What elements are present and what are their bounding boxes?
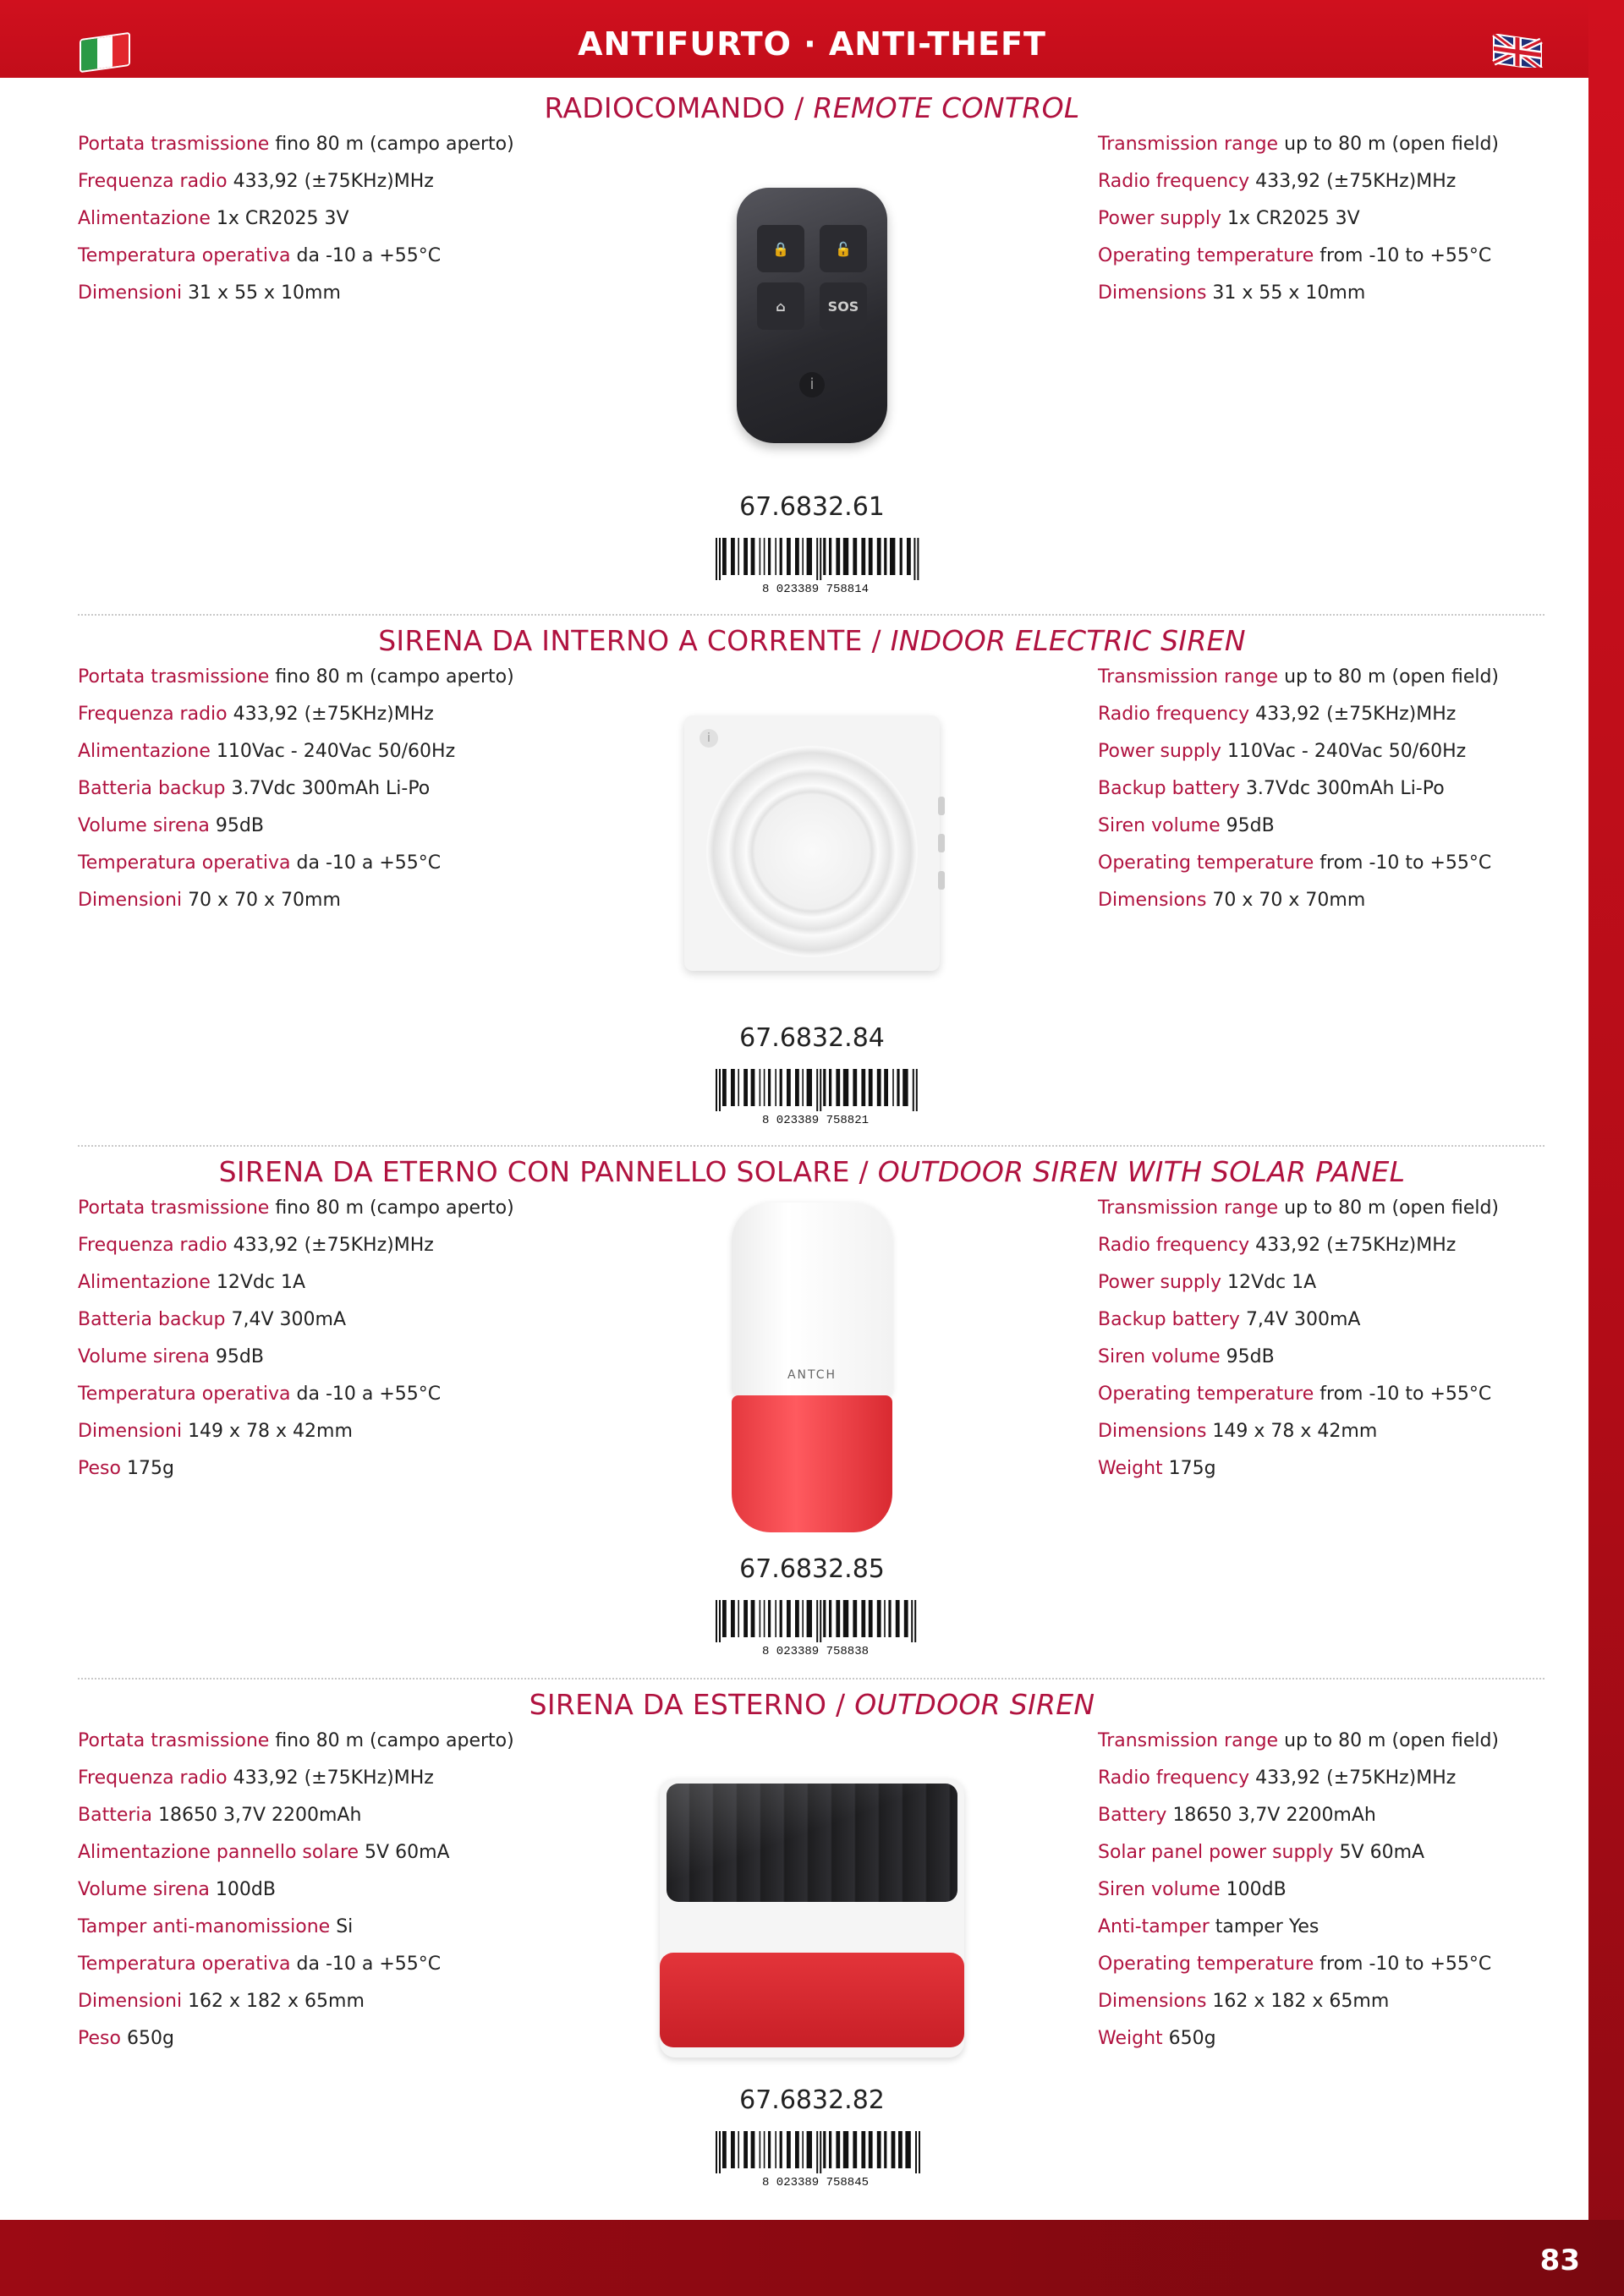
barcode-bar bbox=[829, 1600, 831, 1637]
barcode-bar bbox=[829, 1069, 831, 1106]
barcode-bar bbox=[829, 538, 831, 575]
spec-row: Portata trasmissione fino 80 m (campo aperto) bbox=[78, 134, 514, 155]
barcode-bar bbox=[764, 1069, 765, 1106]
barcode-bar bbox=[897, 1069, 899, 1106]
spec-row: Weight 650g bbox=[1098, 2028, 1216, 2049]
barcode-bar bbox=[869, 1069, 873, 1106]
barcode-bar bbox=[892, 2131, 896, 2168]
section-title: SIRENA DA INTERNO A CORRENTE / INDOOR ELECTRIC SIREN bbox=[378, 624, 1246, 657]
barcode-bar bbox=[916, 1069, 918, 1111]
spec-row: Backup battery 3.7Vdc 300mAh Li-Po bbox=[1098, 778, 1445, 799]
page-number: 83 bbox=[1539, 2244, 1580, 2277]
barcode-bar bbox=[760, 538, 761, 575]
barcode-bar bbox=[716, 1069, 717, 1111]
barcode-bar bbox=[719, 1600, 721, 1642]
spec-list-en bbox=[1098, 134, 1572, 320]
spec-row: Transmission range up to 80 m (open field) bbox=[1098, 134, 1500, 155]
barcode-bar bbox=[795, 2131, 799, 2168]
spec-row: Backup battery 7,4V 300mA bbox=[1098, 1309, 1361, 1330]
svg-text:8 023389 758845: 8 023389 758845 bbox=[761, 2176, 870, 2187]
spec-list-it bbox=[78, 666, 518, 927]
spec-row: Siren volume 95dB bbox=[1098, 1346, 1275, 1367]
spec-row: Dimensions 31 x 55 x 10mm bbox=[1098, 282, 1366, 304]
barcode-bar bbox=[820, 1069, 821, 1111]
section-divider bbox=[78, 614, 1544, 616]
barcode-bar bbox=[716, 1600, 717, 1642]
barcode-bar bbox=[816, 2131, 818, 2173]
unlock-icon: 🔓 bbox=[820, 225, 867, 272]
barcode-bar bbox=[807, 538, 812, 575]
barcode-bar bbox=[816, 1069, 818, 1111]
spec-row: Alimentazione pannello solare 5V 60mA bbox=[78, 1842, 450, 1863]
spec-row: Temperatura operativa da -10 a +55°C bbox=[78, 1384, 442, 1405]
barcode-bar bbox=[917, 538, 919, 580]
spec-row: Alimentazione 12Vdc 1A bbox=[78, 1272, 306, 1293]
barcode-bar bbox=[719, 2131, 721, 2173]
barcode-bar bbox=[843, 538, 848, 575]
barcode-bar bbox=[823, 1069, 826, 1106]
barcode-bar bbox=[768, 2131, 771, 2168]
barcode-bar bbox=[877, 538, 881, 575]
spec-row: Frequenza radio 433,92 (±75KHz)MHz bbox=[78, 171, 434, 192]
barcode-bar bbox=[820, 538, 821, 580]
barcode-bar bbox=[915, 2131, 917, 2173]
spec-row: Radio frequency 433,92 (±75KHz)MHz bbox=[1098, 1235, 1457, 1256]
spec-row: Radio frequency 433,92 (±75KHz)MHz bbox=[1098, 1767, 1457, 1789]
barcode-bar bbox=[716, 538, 717, 580]
section-divider bbox=[78, 1145, 1544, 1147]
spec-row: Volume sirena 95dB bbox=[78, 1346, 264, 1367]
barcode-bar bbox=[869, 1600, 873, 1637]
barcode bbox=[707, 2131, 924, 2187]
home-icon: ⌂ bbox=[757, 282, 804, 330]
barcode-bar bbox=[787, 2131, 791, 2168]
brand-logo-icon: i bbox=[799, 372, 825, 397]
barcode-bar bbox=[843, 2131, 848, 2168]
brand-logo-icon: i bbox=[700, 729, 718, 748]
barcode-bar bbox=[919, 2131, 920, 2173]
barcode-bar bbox=[731, 1600, 735, 1637]
barcode-bar bbox=[760, 1069, 761, 1106]
barcode-bar bbox=[719, 1069, 721, 1111]
side-button bbox=[938, 834, 945, 852]
barcode-bar bbox=[877, 2131, 881, 2168]
barcode-bar bbox=[903, 1069, 908, 1106]
barcode-bar bbox=[820, 1600, 821, 1642]
barcode-bar bbox=[861, 2131, 865, 2168]
barcode-bar bbox=[836, 2131, 840, 2168]
spec-row: Power supply 12Vdc 1A bbox=[1098, 1272, 1317, 1293]
solar-panel bbox=[667, 1784, 957, 1902]
product-code: 67.6832.85 bbox=[739, 1554, 885, 1584]
side-button bbox=[938, 871, 945, 890]
barcode-bar bbox=[884, 538, 886, 575]
spec-row: Frequenza radio 433,92 (±75KHz)MHz bbox=[78, 704, 434, 725]
spec-row: Operating temperature from -10 to +55°C bbox=[1098, 852, 1492, 874]
barcode-bar bbox=[780, 538, 782, 575]
svg-text:8 023389 758821: 8 023389 758821 bbox=[761, 1114, 870, 1125]
spec-row: Dimensions 149 x 78 x 42mm bbox=[1098, 1421, 1378, 1442]
barcode-bar bbox=[787, 538, 791, 575]
product-code: 67.6832.84 bbox=[739, 1023, 885, 1053]
spec-row: Batteria backup 3.7Vdc 300mAh Li-Po bbox=[78, 778, 431, 799]
barcode-bar bbox=[775, 1600, 776, 1637]
barcode-bar bbox=[861, 1600, 865, 1637]
spec-row: Alimentazione 110Vac - 240Vac 50/60Hz bbox=[78, 741, 456, 762]
barcode-bar bbox=[764, 538, 765, 575]
barcode-bar bbox=[877, 1600, 881, 1637]
barcode bbox=[707, 1600, 924, 1656]
barcode-bar bbox=[900, 538, 903, 575]
section-title: RADIOCOMANDO / REMOTE CONTROL bbox=[544, 91, 1080, 124]
barcode-bar bbox=[751, 1069, 755, 1106]
barcode-bar bbox=[807, 2131, 812, 2168]
spec-row: Power supply 1x CR2025 3V bbox=[1098, 208, 1360, 229]
barcode bbox=[707, 1069, 924, 1125]
spec-row: Dimensions 162 x 182 x 65mm bbox=[1098, 1991, 1390, 2012]
barcode-bar bbox=[896, 1600, 900, 1637]
barcode-bar bbox=[836, 1069, 840, 1106]
barcode-bar bbox=[787, 1600, 791, 1637]
siren-lens bbox=[732, 1395, 892, 1532]
spec-row: Peso 175g bbox=[78, 1458, 174, 1479]
barcode-bar bbox=[743, 2131, 748, 2168]
barcode-bar bbox=[731, 1069, 735, 1106]
barcode-bar bbox=[731, 2131, 735, 2168]
barcode-bar bbox=[738, 2131, 739, 2168]
barcode-bar bbox=[823, 1600, 826, 1637]
barcode-bar bbox=[853, 1600, 857, 1637]
barcode-bar bbox=[869, 2131, 873, 2168]
barcode-bar bbox=[913, 1069, 914, 1111]
barcode-bar bbox=[904, 1600, 908, 1637]
outdoor-siren-image bbox=[643, 1776, 981, 2060]
barcode-bar bbox=[853, 538, 857, 575]
spec-row: Transmission range up to 80 m (open field) bbox=[1098, 1197, 1500, 1219]
page-title: ANTIFURTO · ANTI-THEFT bbox=[578, 25, 1046, 63]
barcode-bar bbox=[731, 538, 735, 575]
spec-row: Transmission range up to 80 m (open field) bbox=[1098, 666, 1500, 688]
barcode-bar bbox=[823, 538, 826, 575]
barcode-bar bbox=[820, 2131, 821, 2173]
barcode-bar bbox=[829, 2131, 831, 2168]
product-code: 67.6832.82 bbox=[739, 2085, 885, 2115]
barcode-bar bbox=[760, 1600, 761, 1637]
barcode-bar bbox=[722, 1600, 727, 1637]
barcode-bar bbox=[768, 538, 771, 575]
spec-row: Radio frequency 433,92 (±75KHz)MHz bbox=[1098, 171, 1457, 192]
barcode-bar bbox=[768, 1600, 771, 1637]
spec-row: Transmission range up to 80 m (open field) bbox=[1098, 1730, 1500, 1751]
barcode-bar bbox=[836, 538, 840, 575]
barcode-bar bbox=[869, 538, 873, 575]
barcode-bar bbox=[764, 2131, 765, 2168]
spec-list-it bbox=[78, 134, 518, 320]
barcode-bar bbox=[802, 2131, 804, 2168]
barcode-bar bbox=[802, 1600, 804, 1637]
section-title: SIRENA DA ESTERNO / OUTDOOR SIREN bbox=[529, 1688, 1095, 1721]
spec-row: Temperatura operativa da -10 a +55°C bbox=[78, 245, 442, 266]
barcode bbox=[707, 538, 924, 594]
barcode-bar bbox=[743, 1600, 748, 1637]
barcode-bar bbox=[738, 1600, 739, 1637]
barcode-bar bbox=[861, 538, 865, 575]
barcode-bar bbox=[722, 538, 727, 575]
spec-row: Dimensioni 149 x 78 x 42mm bbox=[78, 1421, 353, 1442]
spec-row: Dimensions 70 x 70 x 70mm bbox=[1098, 890, 1366, 911]
spec-row: Dimensioni 31 x 55 x 10mm bbox=[78, 282, 341, 304]
barcode-bar bbox=[722, 1069, 727, 1106]
barcode-bar bbox=[807, 1069, 812, 1106]
barcode-bar bbox=[760, 2131, 761, 2168]
svg-text:8 023389 758814: 8 023389 758814 bbox=[761, 583, 870, 594]
barcode-bar bbox=[751, 538, 755, 575]
barcode-bar bbox=[743, 1069, 748, 1106]
barcode-bar bbox=[836, 1600, 840, 1637]
product-code: 67.6832.61 bbox=[739, 492, 885, 522]
right-border bbox=[1588, 0, 1624, 2296]
barcode-bar bbox=[780, 1069, 782, 1106]
barcode-bar bbox=[738, 1069, 739, 1106]
barcode-bar bbox=[843, 1600, 848, 1637]
svg-text:8 023389 758838: 8 023389 758838 bbox=[761, 1645, 870, 1656]
spec-row: Operating temperature from -10 to +55°C bbox=[1098, 1954, 1492, 1975]
barcode-bar bbox=[877, 1069, 881, 1106]
spec-row: Weight 175g bbox=[1098, 1458, 1216, 1479]
barcode-bar bbox=[787, 1069, 791, 1106]
barcode-bar bbox=[853, 2131, 857, 2168]
spec-row: Dimensioni 70 x 70 x 70mm bbox=[78, 890, 341, 911]
barcode-bar bbox=[768, 1069, 771, 1106]
spec-row: Operating temperature from -10 to +55°C bbox=[1098, 1384, 1492, 1405]
barcode-bar bbox=[816, 1600, 818, 1642]
barcode-bar bbox=[884, 2131, 886, 2168]
brand-mark: ANTCH bbox=[787, 1368, 837, 1382]
spec-row: Frequenza radio 433,92 (±75KHz)MHz bbox=[78, 1235, 434, 1256]
barcode-bar bbox=[795, 1069, 799, 1106]
barcode-bar bbox=[807, 1600, 812, 1637]
barcode-bar bbox=[743, 538, 748, 575]
remote-control-image bbox=[643, 186, 981, 445]
barcode-bar bbox=[775, 2131, 776, 2168]
barcode-bar bbox=[795, 1600, 799, 1637]
barcode-bar bbox=[802, 538, 804, 575]
barcode-bar bbox=[892, 1069, 894, 1106]
barcode-bar bbox=[738, 538, 739, 575]
barcode-bar bbox=[884, 1600, 886, 1637]
barcode-bar bbox=[861, 1069, 865, 1106]
spec-row: Alimentazione 1x CR2025 3V bbox=[78, 208, 349, 229]
barcode-bar bbox=[775, 538, 776, 575]
footer-bar bbox=[0, 2220, 1624, 2296]
section-divider bbox=[78, 1678, 1544, 1680]
barcode-bar bbox=[751, 2131, 755, 2168]
barcode-bar bbox=[716, 2131, 717, 2173]
spec-list-it bbox=[78, 1197, 518, 1495]
barcode-bar bbox=[823, 2131, 826, 2168]
barcode-bar bbox=[911, 1600, 913, 1642]
barcode-bar bbox=[914, 538, 915, 580]
spec-row: Batteria backup 7,4V 300mA bbox=[78, 1309, 347, 1330]
uk-flag-icon bbox=[1492, 34, 1543, 68]
barcode-bar bbox=[843, 1069, 848, 1106]
barcode-bar bbox=[884, 1069, 888, 1106]
barcode-bar bbox=[853, 1069, 857, 1106]
spec-row: Portata trasmissione fino 80 m (campo aperto) bbox=[78, 1730, 514, 1751]
barcode-bar bbox=[775, 1069, 776, 1106]
barcode-bar bbox=[898, 2131, 903, 2168]
barcode-bar bbox=[780, 2131, 782, 2168]
spec-list-en bbox=[1098, 1197, 1572, 1495]
spec-row: Temperatura operativa da -10 a +55°C bbox=[78, 1954, 442, 1975]
barcode-bar bbox=[751, 1600, 755, 1637]
spec-row: Temperatura operativa da -10 a +55°C bbox=[78, 852, 442, 874]
barcode-bar bbox=[890, 538, 895, 575]
spec-list-it bbox=[78, 1730, 518, 2065]
barcode-bar bbox=[905, 2131, 910, 2168]
barcode-bar bbox=[780, 1600, 782, 1637]
section-title: SIRENA DA ETERNO CON PANNELLO SOLARE / OUTDOOR SIREN WITH SOLAR PANEL bbox=[218, 1155, 1406, 1188]
barcode-bar bbox=[802, 1069, 804, 1106]
spec-row: Battery 18650 3,7V 2200mAh bbox=[1098, 1805, 1376, 1826]
spec-row: Solar panel power supply 5V 60mA bbox=[1098, 1842, 1425, 1863]
lock-icon: 🔒 bbox=[757, 225, 804, 272]
spec-row: Siren volume 95dB bbox=[1098, 815, 1275, 836]
spec-row: Portata trasmissione fino 80 m (campo aperto) bbox=[78, 1197, 514, 1219]
spec-row: Tamper anti-manomissione Si bbox=[78, 1916, 354, 1937]
spec-row: Peso 650g bbox=[78, 2028, 174, 2049]
barcode-bar bbox=[816, 538, 818, 580]
side-button bbox=[938, 797, 945, 815]
spec-row: Siren volume 100dB bbox=[1098, 1879, 1287, 1900]
spec-list-en bbox=[1098, 666, 1572, 927]
spec-row: Operating temperature from -10 to +55°C bbox=[1098, 245, 1492, 266]
solar-siren-image bbox=[643, 1201, 981, 1534]
barcode-bar bbox=[795, 538, 799, 575]
barcode-bar bbox=[719, 538, 721, 580]
spec-list-en bbox=[1098, 1730, 1572, 2065]
barcode-bar bbox=[888, 1600, 891, 1637]
spec-row: Portata trasmissione fino 80 m (campo aperto) bbox=[78, 666, 514, 688]
spec-row: Volume sirena 100dB bbox=[78, 1879, 276, 1900]
speaker-grille bbox=[706, 746, 918, 957]
indoor-siren-image bbox=[643, 714, 981, 973]
spec-row: Radio frequency 433,92 (±75KHz)MHz bbox=[1098, 704, 1457, 725]
spec-row: Volume sirena 95dB bbox=[78, 815, 264, 836]
spec-row: Batteria 18650 3,7V 2200mAh bbox=[78, 1805, 362, 1826]
siren-lens bbox=[660, 1953, 964, 2047]
barcode-bar bbox=[907, 538, 911, 575]
spec-row: Anti-tamper tamper Yes bbox=[1098, 1916, 1320, 1937]
spec-row: Dimensioni 162 x 182 x 65mm bbox=[78, 1991, 365, 2012]
barcode-bar bbox=[722, 2131, 727, 2168]
barcode-bar bbox=[914, 1600, 916, 1642]
spec-row: Frequenza radio 433,92 (±75KHz)MHz bbox=[78, 1767, 434, 1789]
spec-row: Power supply 110Vac - 240Vac 50/60Hz bbox=[1098, 741, 1467, 762]
barcode-bar bbox=[764, 1600, 765, 1637]
sos-button-icon: SOS bbox=[820, 282, 867, 330]
